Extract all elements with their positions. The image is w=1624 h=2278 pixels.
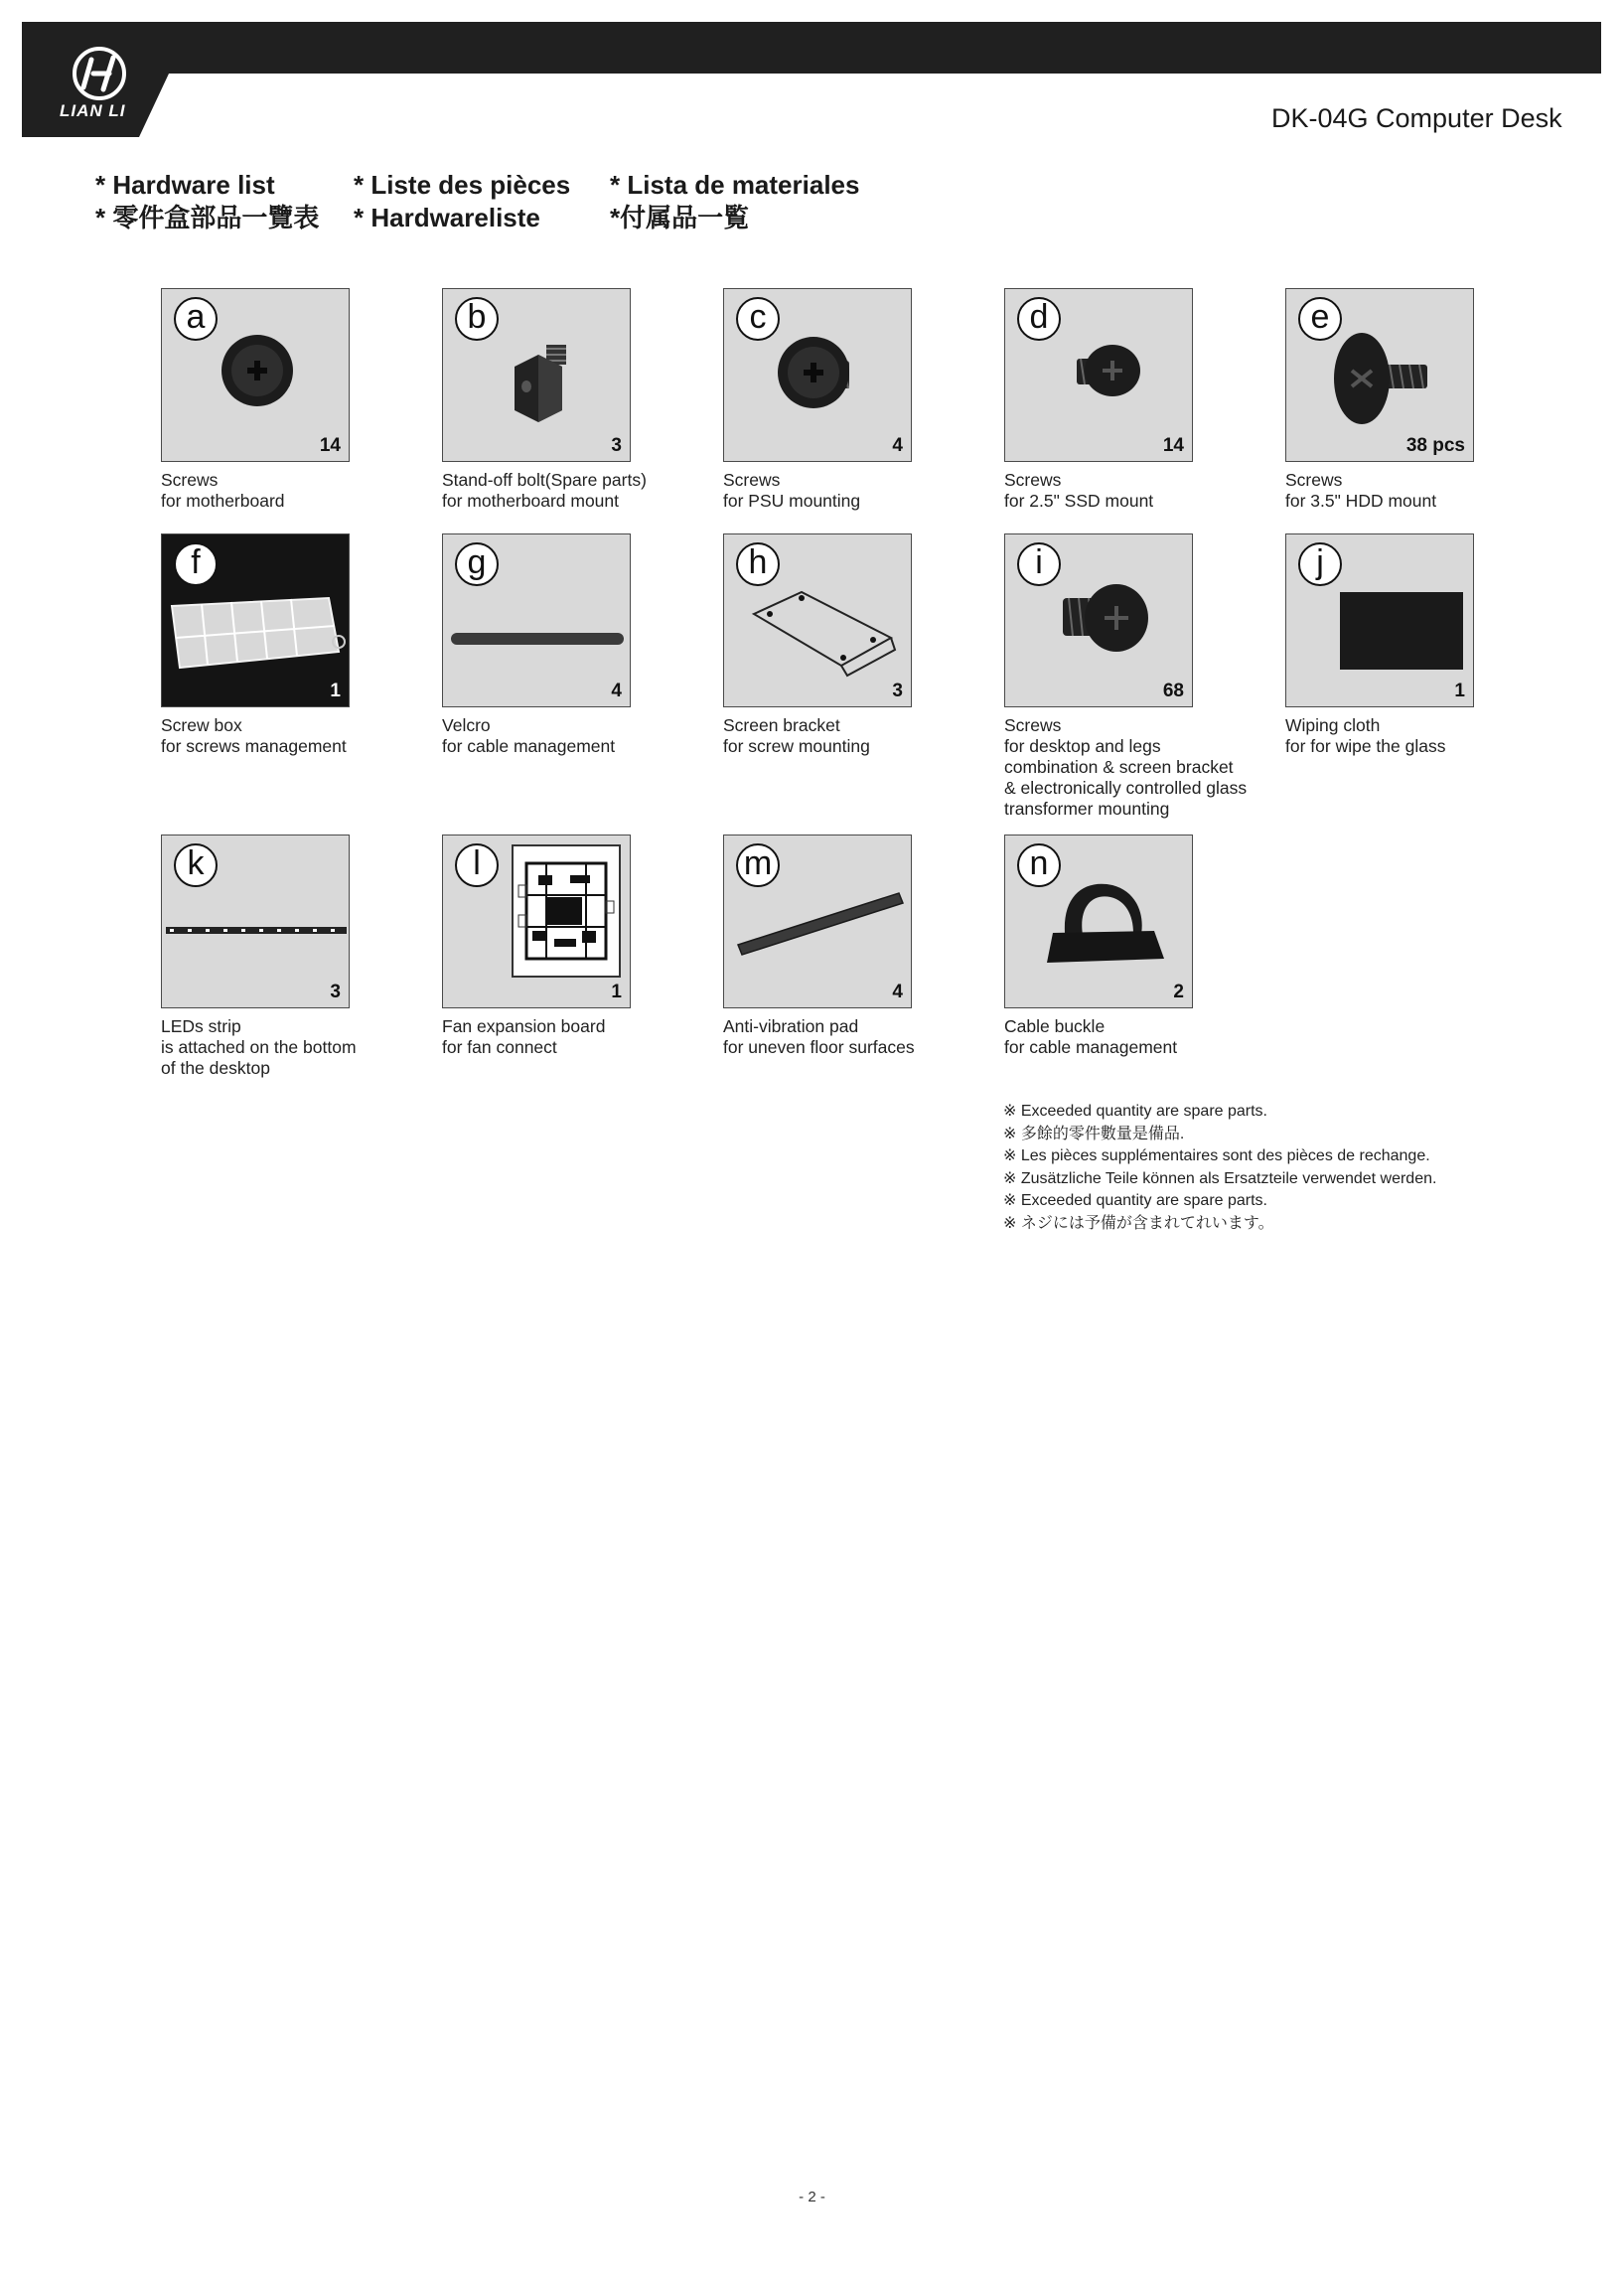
item-quantity: 4	[892, 982, 903, 1002]
desc-line: Velcro	[442, 715, 491, 735]
item-letter-badge: a	[174, 297, 218, 341]
item-description	[1004, 1016, 1193, 1058]
item-description	[161, 470, 350, 512]
item-letter-badge: c	[736, 297, 780, 341]
hardware-item-l	[442, 835, 631, 1058]
heading-column-3	[610, 169, 859, 234]
heading-french: * Liste des pièces	[354, 170, 571, 200]
hardware-item-a	[161, 288, 350, 512]
desc-line: for cable management	[1004, 1037, 1178, 1057]
document-title: DK-04G Computer Desk	[1271, 103, 1562, 133]
desc-line: & electronically controlled glass	[1004, 778, 1248, 798]
item-letter-badge: b	[455, 297, 499, 341]
item-quantity: 3	[611, 435, 622, 456]
desc-line: for screws management	[161, 736, 347, 756]
spare-parts-notes	[1003, 1101, 1436, 1235]
desc-line: combination & screen bracket	[1004, 757, 1234, 777]
note-line: ※ Exceeded quantity are spare parts.	[1003, 1103, 1267, 1120]
item-quantity: 3	[892, 681, 903, 701]
desc-line: Screws	[1285, 470, 1343, 490]
note-line: ※ 多餘的零件數量是備品.	[1003, 1125, 1185, 1142]
desc-line: for for wipe the glass	[1285, 736, 1446, 756]
desc-line: for fan connect	[442, 1037, 557, 1057]
desc-line: Screws	[161, 470, 219, 490]
heading-spanish: * Lista de materiales	[610, 170, 860, 200]
item-description	[442, 1016, 631, 1058]
item-description	[161, 715, 350, 757]
item-photo	[442, 533, 631, 707]
heading-hardware-list: * Hardware list	[95, 170, 275, 200]
desc-line: Stand-off bolt(Spare parts)	[442, 470, 647, 490]
item-letter-badge: e	[1298, 297, 1342, 341]
item-photo	[1285, 288, 1474, 462]
heading-column-2	[354, 169, 570, 234]
desc-line: Anti-vibration pad	[723, 1016, 859, 1036]
hardware-item-n	[1004, 835, 1193, 1058]
desc-line: Cable buckle	[1004, 1016, 1106, 1036]
item-description	[1285, 470, 1474, 512]
item-quantity: 14	[1162, 435, 1184, 456]
item-letter-badge: i	[1017, 542, 1061, 586]
item-letter-badge: g	[455, 542, 499, 586]
desc-line: Screws	[1004, 470, 1062, 490]
item-quantity: 4	[611, 681, 622, 701]
item-quantity: 3	[330, 982, 341, 1002]
item-description	[161, 1016, 357, 1079]
item-photo	[1004, 288, 1193, 462]
item-description	[723, 715, 912, 757]
item-description	[723, 1016, 915, 1058]
item-photo	[442, 288, 631, 462]
item-letter-badge: j	[1298, 542, 1342, 586]
desc-line: Screw box	[161, 715, 242, 735]
desc-line: for 3.5" HDD mount	[1285, 491, 1437, 511]
item-description	[442, 470, 647, 512]
page-number: - 2 -	[799, 2189, 825, 2205]
hardware-item-j	[1285, 533, 1474, 757]
desc-line: for screw mounting	[723, 736, 870, 756]
item-photo	[1285, 533, 1474, 707]
item-letter-badge: d	[1017, 297, 1061, 341]
item-quantity: 1	[611, 982, 622, 1002]
item-photo	[161, 835, 350, 1008]
hardware-item-i	[1004, 533, 1247, 820]
item-quantity: 38 pcs	[1405, 435, 1465, 456]
item-letter-badge: n	[1017, 843, 1061, 887]
item-photo	[161, 288, 350, 462]
item-quantity: 2	[1173, 982, 1184, 1002]
heading-column-1	[95, 169, 319, 234]
hardware-item-b	[442, 288, 647, 512]
desc-line: Screen bracket	[723, 715, 840, 735]
desc-line: Screws	[723, 470, 781, 490]
brand-logo	[22, 22, 197, 137]
desc-line: transformer mounting	[1004, 799, 1170, 819]
item-photo	[442, 835, 631, 1008]
item-quantity: 4	[892, 435, 903, 456]
note-line: ※ ネジには予備が含まれてれいます。	[1003, 1214, 1274, 1232]
desc-line: for 2.5" SSD mount	[1004, 491, 1154, 511]
desc-line: for desktop and legs	[1004, 736, 1161, 756]
desc-line: for motherboard mount	[442, 491, 620, 511]
item-photo	[723, 288, 912, 462]
hardware-item-m	[723, 835, 915, 1058]
item-photo	[1004, 835, 1193, 1008]
item-description	[1004, 715, 1247, 820]
desc-line: Screws	[1004, 715, 1062, 735]
note-line: ※ Zusätzliche Teile können als Ersatzteile verwendet werden.	[1003, 1169, 1437, 1187]
header-bar	[22, 22, 1601, 74]
item-description	[1004, 470, 1193, 512]
hardware-item-g	[442, 533, 631, 757]
item-photo	[161, 533, 350, 707]
note-line: ※ Exceeded quantity are spare parts.	[1003, 1192, 1267, 1209]
hardware-item-c	[723, 288, 912, 512]
item-letter-badge: l	[455, 843, 499, 887]
desc-line: of the desktop	[161, 1058, 270, 1078]
desc-line: for cable management	[442, 736, 616, 756]
item-letter-badge: k	[174, 843, 218, 887]
desc-line: for PSU mounting	[723, 491, 861, 511]
item-photo	[723, 533, 912, 707]
desc-line: is attached on the bottom	[161, 1037, 357, 1057]
brand-name: LIAN LI	[60, 101, 126, 120]
item-letter-badge: m	[736, 843, 780, 887]
item-photo	[723, 835, 912, 1008]
item-quantity: 14	[319, 435, 341, 456]
item-letter-badge: f	[174, 542, 218, 586]
heading-german: * Hardwareliste	[354, 203, 540, 232]
desc-line: Wiping cloth	[1285, 715, 1381, 735]
heading-chinese: * 零件盒部品一覽表	[95, 203, 320, 232]
hardware-item-k	[161, 835, 357, 1079]
item-description	[723, 470, 912, 512]
desc-line: for motherboard	[161, 491, 285, 511]
heading-japanese: *付属品一覧	[610, 203, 750, 232]
desc-line: Fan expansion board	[442, 1016, 606, 1036]
item-photo	[1004, 533, 1193, 707]
hardware-item-e	[1285, 288, 1474, 512]
item-letter-badge: h	[736, 542, 780, 586]
hardware-item-h	[723, 533, 912, 757]
item-quantity: 68	[1162, 681, 1184, 701]
note-line: ※ Les pièces supplémentaires sont des pièces de rechange.	[1003, 1147, 1430, 1164]
hardware-item-f	[161, 533, 350, 757]
desc-line: for uneven floor surfaces	[723, 1037, 915, 1057]
item-quantity: 1	[330, 681, 341, 701]
item-description	[1285, 715, 1474, 757]
hardware-item-d	[1004, 288, 1193, 512]
item-quantity: 1	[1454, 681, 1465, 701]
desc-line: LEDs strip	[161, 1016, 241, 1036]
item-description	[442, 715, 631, 757]
